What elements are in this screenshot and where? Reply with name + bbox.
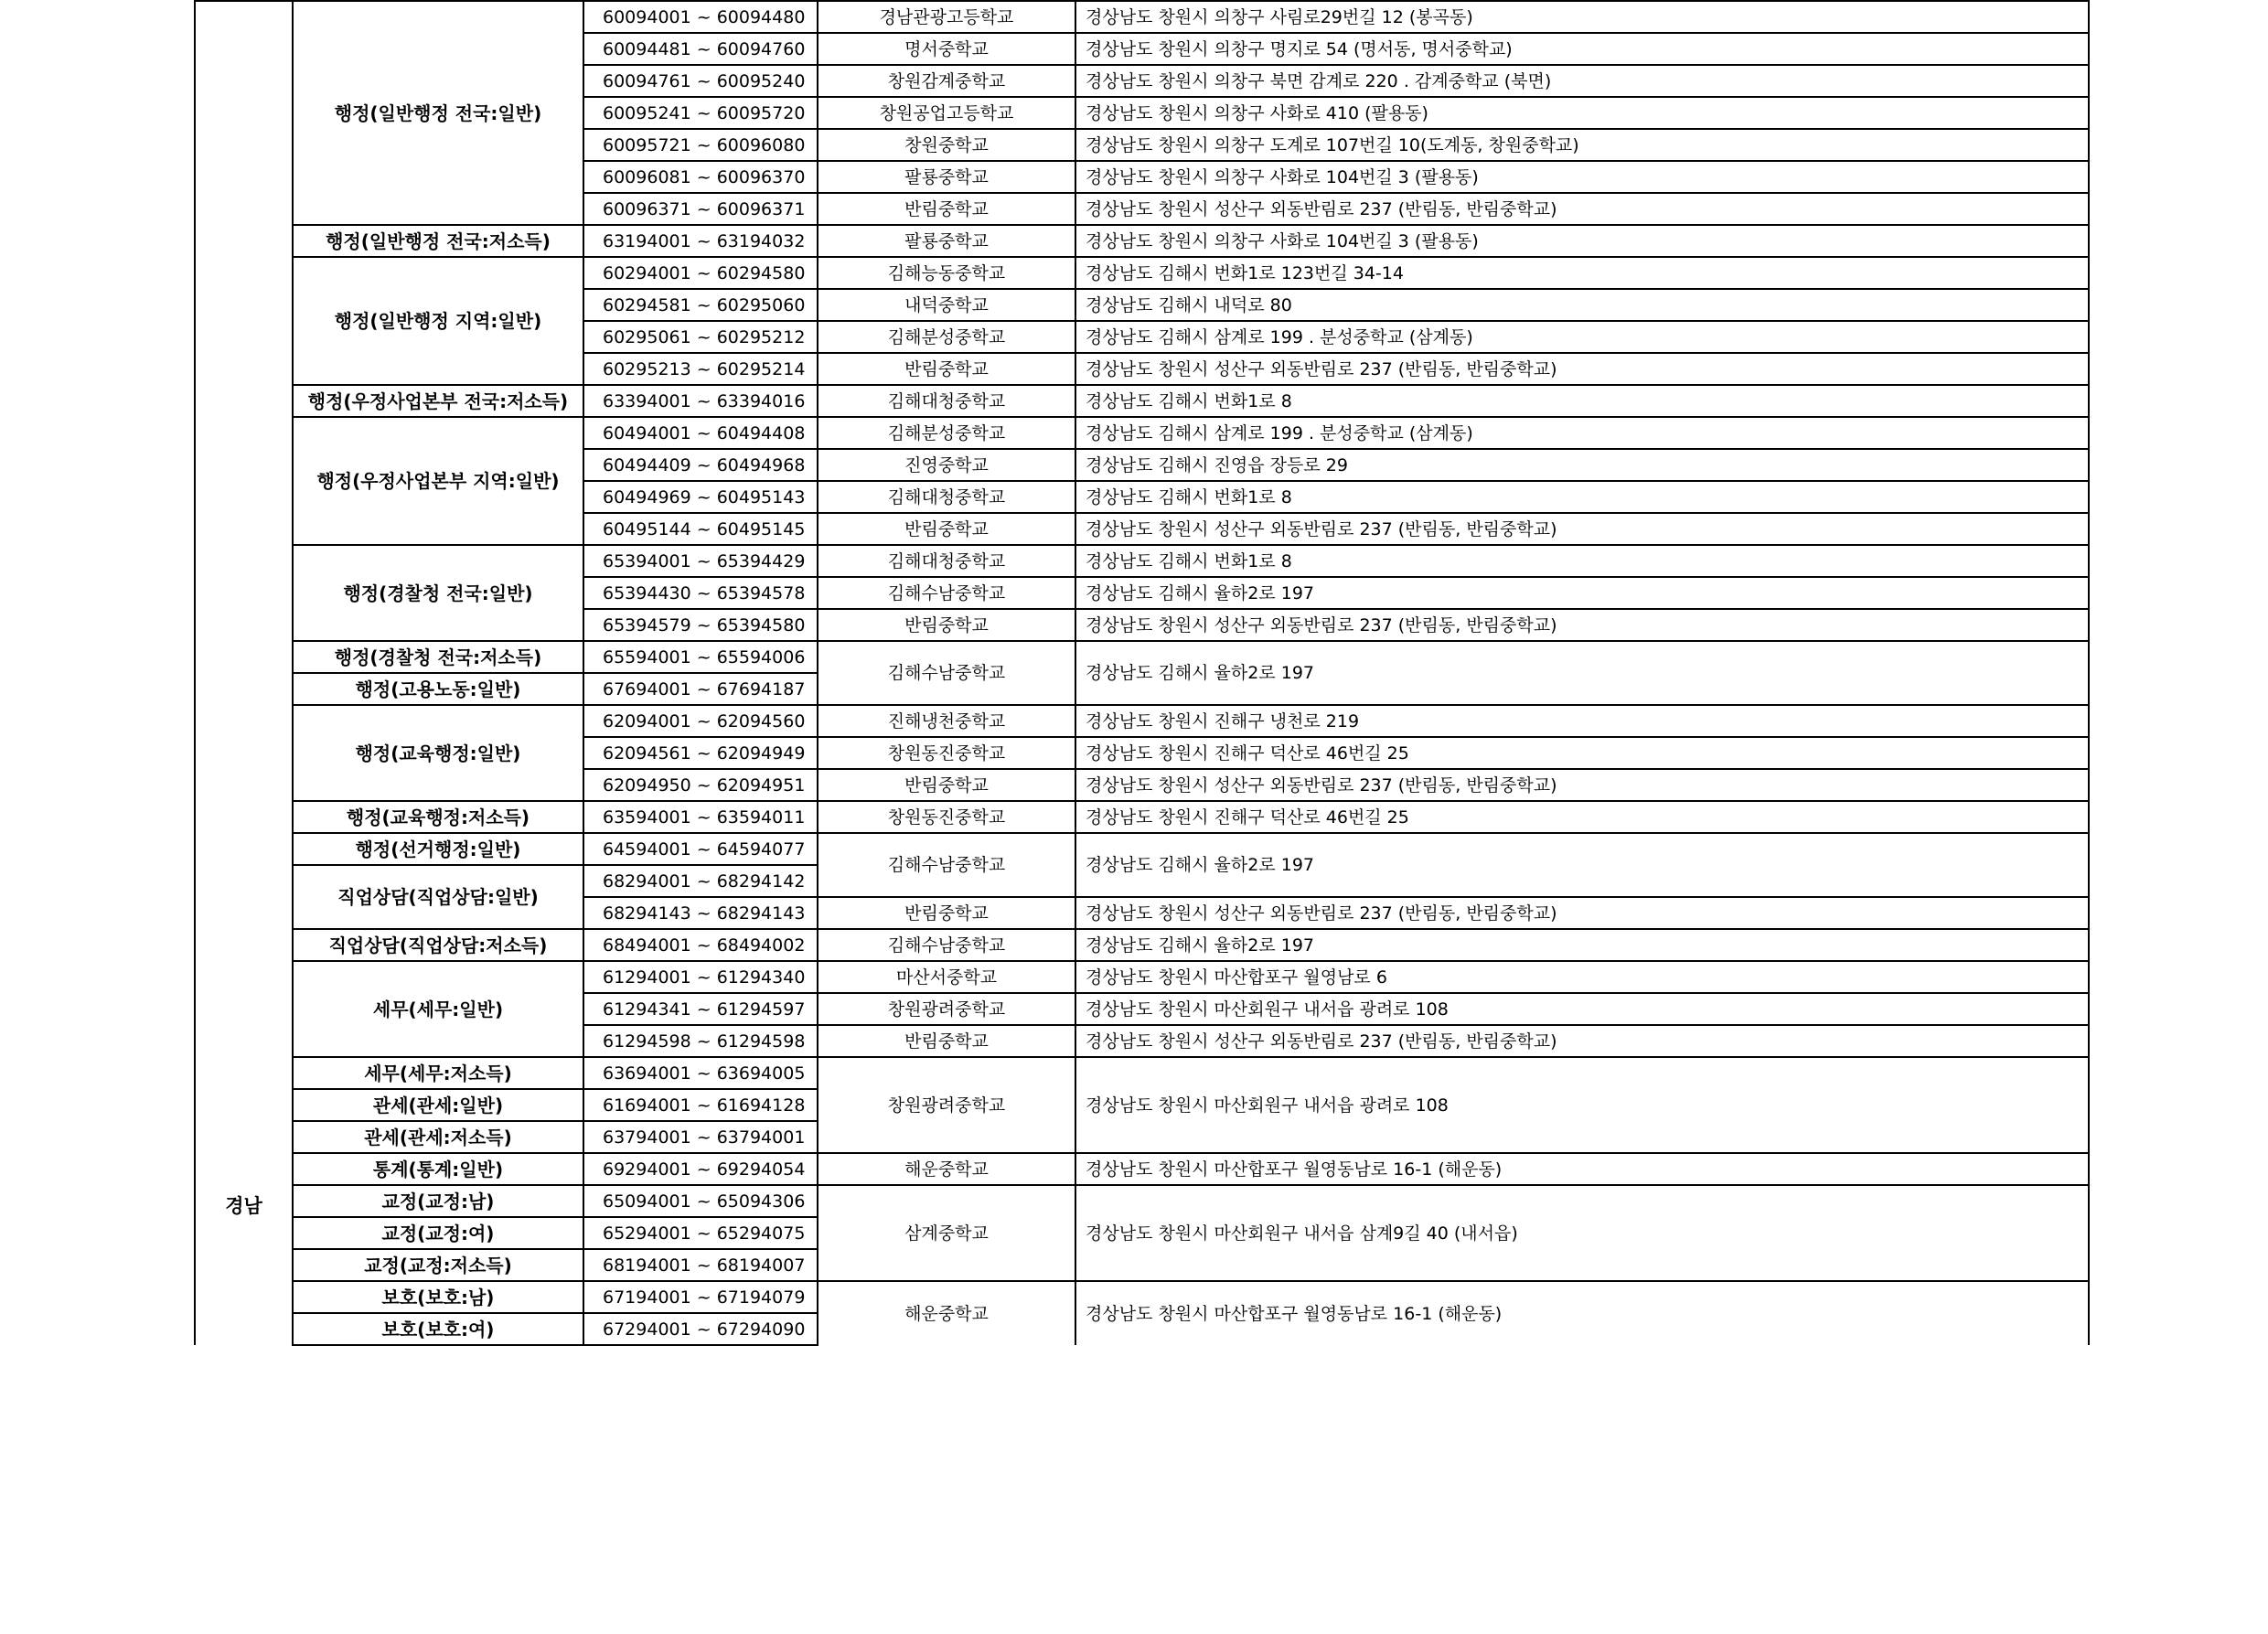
- school-cell: 창원공업고등학교: [818, 97, 1075, 129]
- school-cell: 반림중학교: [818, 1025, 1075, 1057]
- address-cell: 경상남도 창원시 마산회원구 내서읍 광려로 108: [1075, 993, 2089, 1025]
- ticket-range-cell: 60295213 ~ 60295214: [583, 353, 818, 385]
- category-cell: 행정(우정사업본부 전국:저소득): [293, 385, 583, 417]
- ticket-range-cell: 67194001 ~ 67194079: [583, 1281, 818, 1313]
- category-cell: 관세(관세:일반): [293, 1089, 583, 1121]
- ticket-range-cell: 67294001 ~ 67294090: [583, 1313, 818, 1345]
- school-cell: 마산서중학교: [818, 961, 1075, 993]
- address-cell: 경상남도 김해시 진영읍 장등로 29: [1075, 449, 2089, 481]
- address-cell: 경상남도 김해시 번화1로 8: [1075, 545, 2089, 577]
- school-cell: 진영중학교: [818, 449, 1075, 481]
- table-row: [195, 545, 2089, 577]
- category-cell: 직업상담(직업상담:저소득): [293, 929, 583, 961]
- exam-site-table: [194, 0, 2090, 1346]
- ticket-range-cell: 61294001 ~ 61294340: [583, 961, 818, 993]
- category-cell: 교정(교정:여): [293, 1217, 583, 1249]
- school-cell: 삼계중학교: [818, 1185, 1075, 1281]
- address-cell: 경상남도 창원시 마산합포구 월영남로 6: [1075, 961, 2089, 993]
- category-cell: 행정(일반행정 전국:저소득): [293, 225, 583, 257]
- address-cell: 경상남도 김해시 내덕로 80: [1075, 289, 2089, 321]
- category-cell: 행정(교육행정:저소득): [293, 801, 583, 833]
- ticket-range-cell: 62094561 ~ 62094949: [583, 737, 818, 769]
- address-cell: 경상남도 김해시 삼계로 199 . 분성중학교 (삼계동): [1075, 417, 2089, 449]
- category-cell: 보호(보호:여): [293, 1313, 583, 1345]
- table-row: [195, 225, 2089, 257]
- school-cell: 팔룡중학교: [818, 225, 1075, 257]
- ticket-range-cell: 61694001 ~ 61694128: [583, 1089, 818, 1121]
- category-cell: 직업상담(직업상담:일반): [293, 865, 583, 929]
- category-cell: 행정(경찰청 전국:일반): [293, 545, 583, 641]
- ticket-range-cell: 65394579 ~ 65394580: [583, 609, 818, 641]
- ticket-range-cell: 61294598 ~ 61294598: [583, 1025, 818, 1057]
- ticket-range-cell: 60494001 ~ 60494408: [583, 417, 818, 449]
- address-cell: 경상남도 창원시 진해구 덕산로 46번길 25: [1075, 737, 2089, 769]
- ticket-range-cell: 60295061 ~ 60295212: [583, 321, 818, 353]
- address-cell: 경상남도 김해시 번화1로 8: [1075, 385, 2089, 417]
- school-cell: 창원감계중학교: [818, 65, 1075, 97]
- school-cell: 김해수남중학교: [818, 833, 1075, 897]
- address-cell: 경상남도 창원시 성산구 외동반림로 237 (반림동, 반림중학교): [1075, 609, 2089, 641]
- ticket-range-cell: 65294001 ~ 65294075: [583, 1217, 818, 1249]
- address-cell: 경상남도 창원시 의창구 사림로29번길 12 (봉곡동): [1075, 1, 2089, 33]
- table-row: [195, 961, 2089, 993]
- address-cell: 경상남도 김해시 율하2로 197: [1075, 641, 2089, 705]
- ticket-range-cell: 60294001 ~ 60294580: [583, 257, 818, 289]
- school-cell: 창원동진중학교: [818, 801, 1075, 833]
- ticket-range-cell: 64594001 ~ 64594077: [583, 833, 818, 865]
- school-cell: 김해능동중학교: [818, 257, 1075, 289]
- ticket-range-cell: 63594001 ~ 63594011: [583, 801, 818, 833]
- ticket-range-cell: 60094481 ~ 60094760: [583, 33, 818, 65]
- address-cell: 경상남도 창원시 성산구 외동반림로 237 (반림동, 반림중학교): [1075, 353, 2089, 385]
- address-cell: 경상남도 김해시 율하2로 197: [1075, 833, 2089, 897]
- address-cell: 경상남도 창원시 성산구 외동반림로 237 (반림동, 반림중학교): [1075, 897, 2089, 929]
- address-cell: 경상남도 창원시 의창구 북면 감계로 220 . 감계중학교 (북면): [1075, 65, 2089, 97]
- ticket-range-cell: 62094950 ~ 62094951: [583, 769, 818, 801]
- ticket-range-cell: 68294143 ~ 68294143: [583, 897, 818, 929]
- ticket-range-cell: 65394001 ~ 65394429: [583, 545, 818, 577]
- school-cell: 경남관광고등학교: [818, 1, 1075, 33]
- ticket-range-cell: 68194001 ~ 68194007: [583, 1249, 818, 1281]
- region-cell: 경남: [195, 1, 293, 1345]
- address-cell: 경상남도 창원시 마산합포구 월영동남로 16-1 (해운동): [1075, 1281, 2089, 1345]
- address-cell: 경상남도 창원시 성산구 외동반림로 237 (반림동, 반림중학교): [1075, 513, 2089, 545]
- ticket-range-cell: 63194001 ~ 63194032: [583, 225, 818, 257]
- school-cell: 김해수남중학교: [818, 577, 1075, 609]
- school-cell: 반림중학교: [818, 609, 1075, 641]
- address-cell: 경상남도 창원시 성산구 외동반림로 237 (반림동, 반림중학교): [1075, 769, 2089, 801]
- category-cell: 행정(고용노동:일반): [293, 673, 583, 705]
- school-cell: 명서중학교: [818, 33, 1075, 65]
- school-cell: 김해분성중학교: [818, 321, 1075, 353]
- category-cell: 보호(보호:남): [293, 1281, 583, 1313]
- exam-site-table-body: [195, 1, 2089, 1345]
- ticket-range-cell: 60095241 ~ 60095720: [583, 97, 818, 129]
- school-cell: 김해수남중학교: [818, 929, 1075, 961]
- category-cell: 통계(통계:일반): [293, 1153, 583, 1185]
- ticket-range-cell: 63794001 ~ 63794001: [583, 1121, 818, 1153]
- ticket-range-cell: 60094761 ~ 60095240: [583, 65, 818, 97]
- address-cell: 경상남도 김해시 번화1로 123번길 34-14: [1075, 257, 2089, 289]
- table-row: [195, 705, 2089, 737]
- address-cell: 경상남도 창원시 성산구 외동반림로 237 (반림동, 반림중학교): [1075, 1025, 2089, 1057]
- table-row: [195, 801, 2089, 833]
- category-cell: 행정(일반행정 전국:일반): [293, 1, 583, 225]
- ticket-range-cell: 67694001 ~ 67694187: [583, 673, 818, 705]
- address-cell: 경상남도 창원시 의창구 사화로 104번길 3 (팔용동): [1075, 161, 2089, 193]
- school-cell: 반림중학교: [818, 513, 1075, 545]
- category-cell: 행정(일반행정 지역:일반): [293, 257, 583, 385]
- school-cell: 반림중학교: [818, 193, 1075, 225]
- school-cell: 창원광려중학교: [818, 993, 1075, 1025]
- school-cell: 김해분성중학교: [818, 417, 1075, 449]
- ticket-range-cell: 68294001 ~ 68294142: [583, 865, 818, 897]
- ticket-range-cell: 61294341 ~ 61294597: [583, 993, 818, 1025]
- address-cell: 경상남도 창원시 마산합포구 월영동남로 16-1 (해운동): [1075, 1153, 2089, 1185]
- school-cell: 팔룡중학교: [818, 161, 1075, 193]
- ticket-range-cell: 60494409 ~ 60494968: [583, 449, 818, 481]
- school-cell: 창원중학교: [818, 129, 1075, 161]
- ticket-range-cell: 69294001 ~ 69294054: [583, 1153, 818, 1185]
- address-cell: 경상남도 김해시 번화1로 8: [1075, 481, 2089, 513]
- ticket-range-cell: 60094001 ~ 60094480: [583, 1, 818, 33]
- ticket-range-cell: 65394430 ~ 65394578: [583, 577, 818, 609]
- ticket-range-cell: 60095721 ~ 60096080: [583, 129, 818, 161]
- ticket-range-cell: 62094001 ~ 62094560: [583, 705, 818, 737]
- category-cell: 행정(우정사업본부 지역:일반): [293, 417, 583, 545]
- school-cell: 김해수남중학교: [818, 641, 1075, 705]
- school-cell: 창원동진중학교: [818, 737, 1075, 769]
- address-cell: 경상남도 창원시 진해구 덕산로 46번길 25: [1075, 801, 2089, 833]
- ticket-range-cell: 65594001 ~ 65594006: [583, 641, 818, 673]
- address-cell: 경상남도 창원시 성산구 외동반림로 237 (반림동, 반림중학교): [1075, 193, 2089, 225]
- ticket-range-cell: 60096081 ~ 60096370: [583, 161, 818, 193]
- ticket-range-cell: 60096371 ~ 60096371: [583, 193, 818, 225]
- address-cell: 경상남도 창원시 진해구 냉천로 219: [1075, 705, 2089, 737]
- school-cell: 창원광려중학교: [818, 1057, 1075, 1153]
- ticket-range-cell: 60495144 ~ 60495145: [583, 513, 818, 545]
- school-cell: 해운중학교: [818, 1153, 1075, 1185]
- school-cell: 반림중학교: [818, 353, 1075, 385]
- table-row: [195, 641, 2089, 673]
- ticket-range-cell: 63694001 ~ 63694005: [583, 1057, 818, 1089]
- address-cell: 경상남도 김해시 율하2로 197: [1075, 577, 2089, 609]
- school-cell: 해운중학교: [818, 1281, 1075, 1345]
- school-cell: 진해냉천중학교: [818, 705, 1075, 737]
- ticket-range-cell: 63394001 ~ 63394016: [583, 385, 818, 417]
- category-cell: 교정(교정:저소득): [293, 1249, 583, 1281]
- table-row: [195, 1185, 2089, 1217]
- category-cell: 행정(교육행정:일반): [293, 705, 583, 801]
- address-cell: 경상남도 창원시 의창구 도계로 107번길 10(도계동, 창원중학교): [1075, 129, 2089, 161]
- address-cell: 경상남도 창원시 마산회원구 내서읍 광려로 108: [1075, 1057, 2089, 1153]
- table-row: [195, 417, 2089, 449]
- school-cell: 김해대청중학교: [818, 481, 1075, 513]
- school-cell: 김해대청중학교: [818, 385, 1075, 417]
- school-cell: 내덕중학교: [818, 289, 1075, 321]
- school-cell: 김해대청중학교: [818, 545, 1075, 577]
- address-cell: 경상남도 창원시 의창구 사화로 410 (팔용동): [1075, 97, 2089, 129]
- category-cell: 세무(세무:저소득): [293, 1057, 583, 1089]
- category-cell: 교정(교정:남): [293, 1185, 583, 1217]
- address-cell: 경상남도 창원시 마산회원구 내서읍 삼계9길 40 (내서읍): [1075, 1185, 2089, 1281]
- table-row: [195, 257, 2089, 289]
- school-cell: 반림중학교: [818, 769, 1075, 801]
- category-cell: 행정(선거행정:일반): [293, 833, 583, 865]
- address-cell: 경상남도 김해시 율하2로 197: [1075, 929, 2089, 961]
- category-cell: 세무(세무:일반): [293, 961, 583, 1057]
- address-cell: 경상남도 김해시 삼계로 199 . 분성중학교 (삼계동): [1075, 321, 2089, 353]
- ticket-range-cell: 68494001 ~ 68494002: [583, 929, 818, 961]
- table-row: [195, 1057, 2089, 1089]
- category-cell: 관세(관세:저소득): [293, 1121, 583, 1153]
- ticket-range-cell: 65094001 ~ 65094306: [583, 1185, 818, 1217]
- table-row: [195, 1281, 2089, 1313]
- address-cell: 경상남도 창원시 의창구 명지로 54 (명서동, 명서중학교): [1075, 33, 2089, 65]
- table-row: [195, 1153, 2089, 1185]
- table-row: [195, 833, 2089, 865]
- school-cell: 반림중학교: [818, 897, 1075, 929]
- ticket-range-cell: 60494969 ~ 60495143: [583, 481, 818, 513]
- table-row: [195, 385, 2089, 417]
- ticket-range-cell: 60294581 ~ 60295060: [583, 289, 818, 321]
- table-row: [195, 929, 2089, 961]
- table-row: [195, 1, 2089, 33]
- address-cell: 경상남도 창원시 의창구 사화로 104번길 3 (팔용동): [1075, 225, 2089, 257]
- category-cell: 행정(경찰청 전국:저소득): [293, 641, 583, 673]
